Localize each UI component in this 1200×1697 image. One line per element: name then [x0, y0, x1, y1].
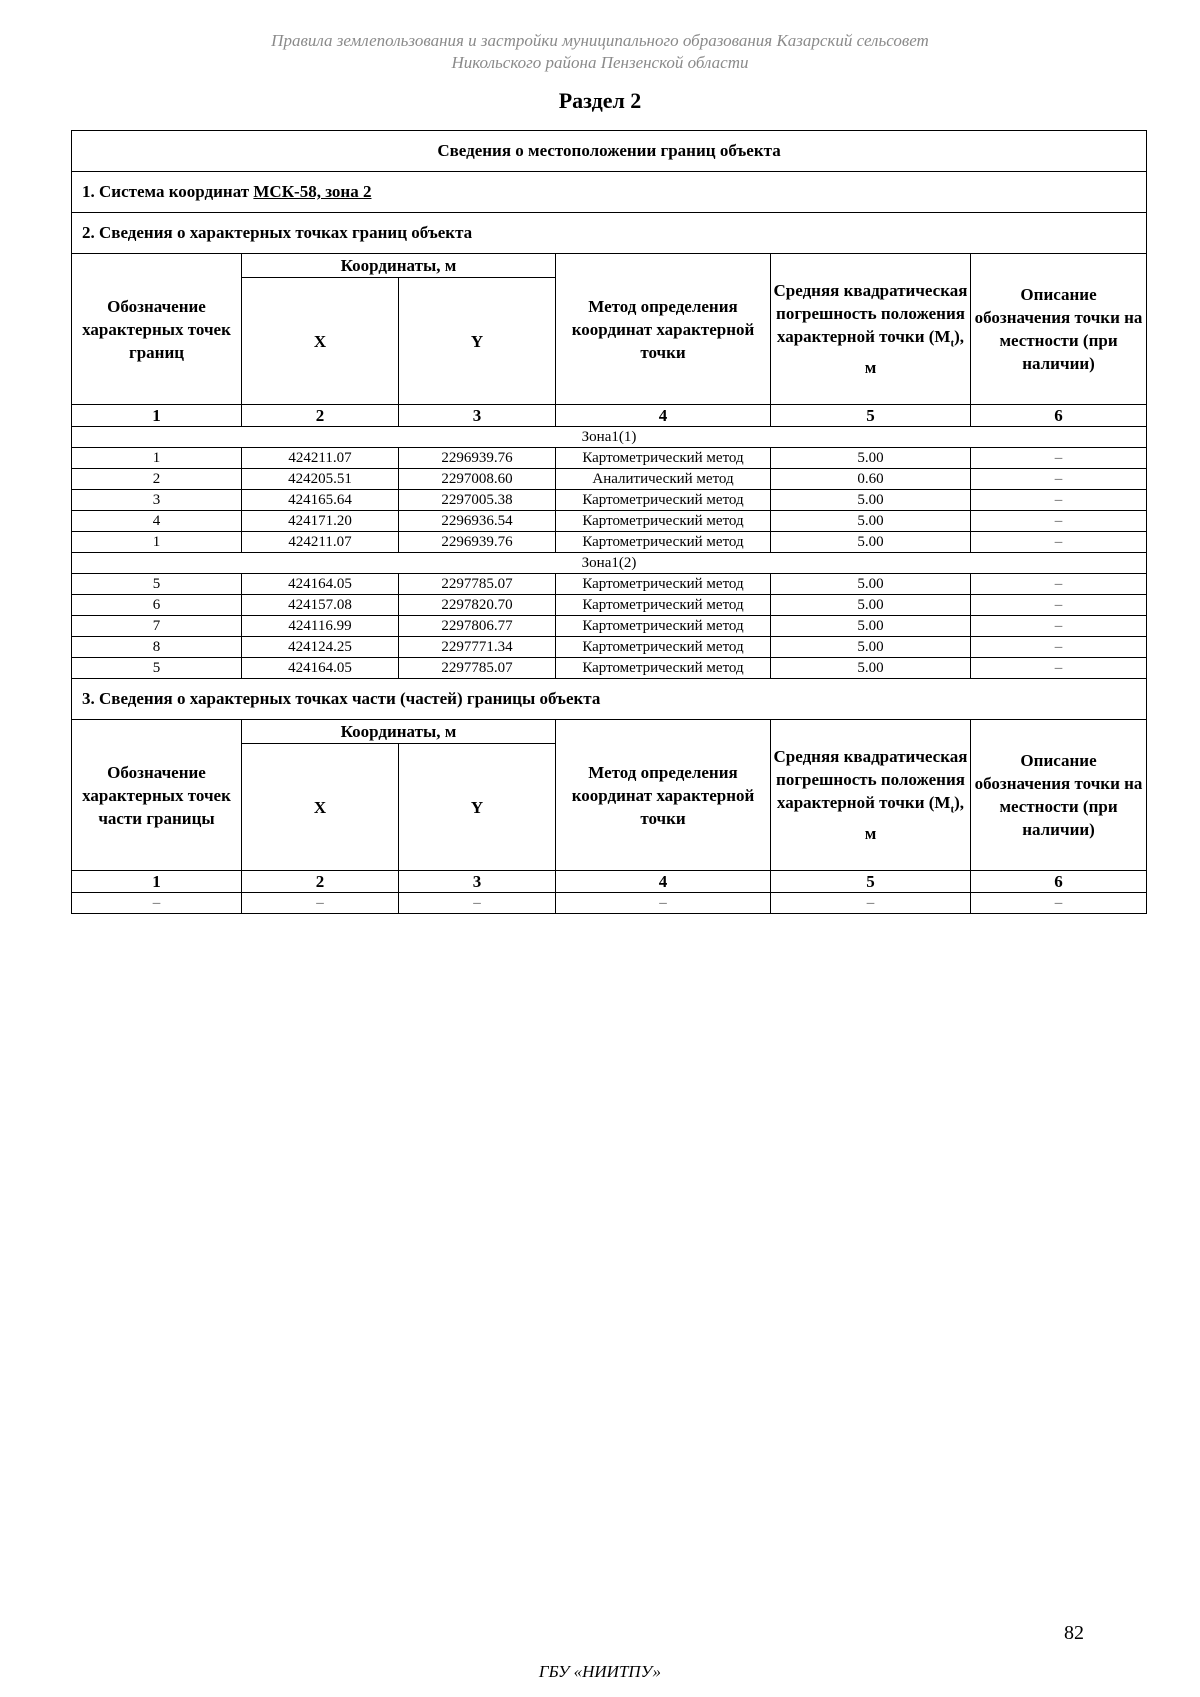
method-cell: Картометрический метод — [556, 658, 771, 679]
y-cell: 2296939.76 — [399, 448, 556, 469]
parts-column-number: 6 — [971, 871, 1147, 893]
table-row — [72, 616, 1147, 637]
table-row — [72, 448, 1147, 469]
points-column-number: 4 — [556, 405, 771, 427]
x-cell: 424171.20 — [242, 511, 399, 532]
header-coordinates: Координаты, м — [242, 254, 556, 278]
running-header — [0, 30, 1200, 74]
points-column-number: 2 — [242, 405, 399, 427]
x-cell: 424211.07 — [242, 448, 399, 469]
y-cell: 2297008.60 — [399, 469, 556, 490]
parts-section-title: 3. Сведения о характерных точках части (частей) границы объекта — [72, 679, 1147, 720]
parts-header-x: X — [242, 744, 399, 871]
parts-header-designation: Обозначение характерных точек части границы — [72, 720, 242, 871]
error-cell: 5.00 — [771, 658, 971, 679]
table-row — [72, 658, 1147, 679]
parts-column-number: 4 — [556, 871, 771, 893]
zone-label: Зона1(2) — [72, 553, 1147, 574]
point-number-cell: 4 — [72, 511, 242, 532]
x-cell: 424164.05 — [242, 574, 399, 595]
x-cell: 424164.05 — [242, 658, 399, 679]
running-header-line1: Правила землепользования и застройки муниципального образования Казарский сельсовет — [271, 31, 929, 50]
boundary-table — [71, 130, 1147, 914]
parts-column-number: 5 — [771, 871, 971, 893]
zone-row — [72, 427, 1147, 448]
parts-header-error: Средняя квадратическая погрешность положения характерной точки $(M_t)$, м — [771, 720, 971, 871]
x-cell: 424205.51 — [242, 469, 399, 490]
y-cell: 2297771.34 — [399, 637, 556, 658]
point-number-cell: 5 — [72, 574, 242, 595]
parts-header-coordinates: Координаты, м — [242, 720, 556, 744]
coord-system-value: МСК-58, зона 2 — [253, 182, 372, 201]
error-cell: 5.00 — [771, 490, 971, 511]
method-cell: Картометрический метод — [556, 511, 771, 532]
method-cell: Картометрический метод — [556, 595, 771, 616]
y-cell: 2297005.38 — [399, 490, 556, 511]
x-cell: 424116.99 — [242, 616, 399, 637]
table-title: Сведения о местоположении границ объекта — [72, 131, 1147, 172]
point-number-cell: 1 — [72, 532, 242, 553]
method-cell: Картометрический метод — [556, 616, 771, 637]
table-row — [72, 595, 1147, 616]
x-cell: 424124.25 — [242, 637, 399, 658]
page-number: 82 — [1064, 1622, 1084, 1644]
parts-description-cell: – — [971, 893, 1147, 914]
error-cell: 0.60 — [771, 469, 971, 490]
description-cell: – — [971, 511, 1147, 532]
points-column-number: 1 — [72, 405, 242, 427]
table-row — [72, 532, 1147, 553]
points-section-row — [72, 213, 1147, 254]
header-error: Средняя квадратическая погрешность положения характерной точки $(M_t)$, м — [771, 254, 971, 405]
parts-header-method: Метод определения координат характерной точки — [556, 720, 771, 871]
point-number-cell: 8 — [72, 637, 242, 658]
parts-table-row — [72, 893, 1147, 914]
zone-label: Зона1(1) — [72, 427, 1147, 448]
parts-column-numbers-row — [72, 871, 1147, 893]
error-cell: 5.00 — [771, 616, 971, 637]
error-cell: 5.00 — [771, 511, 971, 532]
parts-x-cell: – — [242, 893, 399, 914]
table-row — [72, 490, 1147, 511]
point-number-cell: 7 — [72, 616, 242, 637]
description-cell: – — [971, 574, 1147, 595]
error-cell: 5.00 — [771, 532, 971, 553]
parts-column-number: 2 — [242, 871, 399, 893]
parts-point-number-cell: – — [72, 893, 242, 914]
method-cell: Картометрический метод — [556, 532, 771, 553]
coord-system-cell — [72, 172, 1147, 213]
zone-row — [72, 553, 1147, 574]
footer-organization: ГБУ «НИИТПУ» — [538, 1662, 662, 1681]
running-header-line2: Никольского района Пензенской области — [451, 53, 749, 72]
header-description: Описание обозначения точки на местности (при наличии) — [971, 254, 1147, 405]
parts-y-cell: – — [399, 893, 556, 914]
description-cell: – — [971, 490, 1147, 511]
parts-header-error-sub: t — [950, 803, 955, 816]
points-column-numbers-row — [72, 405, 1147, 427]
method-cell: Картометрический метод — [556, 448, 771, 469]
error-cell: 5.00 — [771, 595, 971, 616]
point-number-cell: 2 — [72, 469, 242, 490]
description-cell: – — [971, 469, 1147, 490]
point-number-cell: 1 — [72, 448, 242, 469]
method-cell: Картометрический метод — [556, 490, 771, 511]
y-cell: 2297806.77 — [399, 616, 556, 637]
description-cell: – — [971, 637, 1147, 658]
method-cell: Картометрический метод — [556, 574, 771, 595]
description-cell: – — [971, 532, 1147, 553]
header-method: Метод определения координат характерной точки — [556, 254, 771, 405]
description-cell: – — [971, 448, 1147, 469]
section-title: Раздел 2 — [558, 88, 642, 113]
description-cell: – — [971, 616, 1147, 637]
description-cell: – — [971, 658, 1147, 679]
header-x: X — [242, 278, 399, 405]
parts-method-cell: – — [556, 893, 771, 914]
x-cell: 424165.64 — [242, 490, 399, 511]
table-row — [72, 469, 1147, 490]
coord-system-label: 1. Система координат — [82, 182, 250, 201]
point-number-cell: 5 — [72, 658, 242, 679]
x-cell: 424157.08 — [242, 595, 399, 616]
y-cell: 2296939.76 — [399, 532, 556, 553]
parts-column-number: 1 — [72, 871, 242, 893]
table-title-row — [72, 131, 1147, 172]
points-header-row — [72, 254, 1147, 278]
points-column-number: 3 — [399, 405, 556, 427]
error-cell: 5.00 — [771, 448, 971, 469]
point-number-cell: 6 — [72, 595, 242, 616]
description-cell: – — [971, 595, 1147, 616]
table-row — [72, 574, 1147, 595]
parts-header-y: Y — [399, 744, 556, 871]
parts-column-number: 3 — [399, 871, 556, 893]
error-cell: 5.00 — [771, 637, 971, 658]
y-cell: 2297785.07 — [399, 658, 556, 679]
parts-header-description: Описание обозначения точки на местности (при наличии) — [971, 720, 1147, 871]
parts-section-row — [72, 679, 1147, 720]
header-y: Y — [399, 278, 556, 405]
coord-system-row — [72, 172, 1147, 213]
points-section-title: 2. Сведения о характерных точках границ объекта — [72, 213, 1147, 254]
header-designation: Обозначение характерных точек границ — [72, 254, 242, 405]
points-column-number: 6 — [971, 405, 1147, 427]
y-cell: 2296936.54 — [399, 511, 556, 532]
y-cell: 2297820.70 — [399, 595, 556, 616]
y-cell: 2297785.07 — [399, 574, 556, 595]
method-cell: Аналитический метод — [556, 469, 771, 490]
parts-header-row — [72, 720, 1147, 744]
parts-error-cell: – — [771, 893, 971, 914]
header-error-sub: t — [950, 337, 955, 350]
x-cell: 424211.07 — [242, 532, 399, 553]
points-column-number: 5 — [771, 405, 971, 427]
table-row — [72, 637, 1147, 658]
table-row — [72, 511, 1147, 532]
error-cell: 5.00 — [771, 574, 971, 595]
method-cell: Картометрический метод — [556, 637, 771, 658]
point-number-cell: 3 — [72, 490, 242, 511]
